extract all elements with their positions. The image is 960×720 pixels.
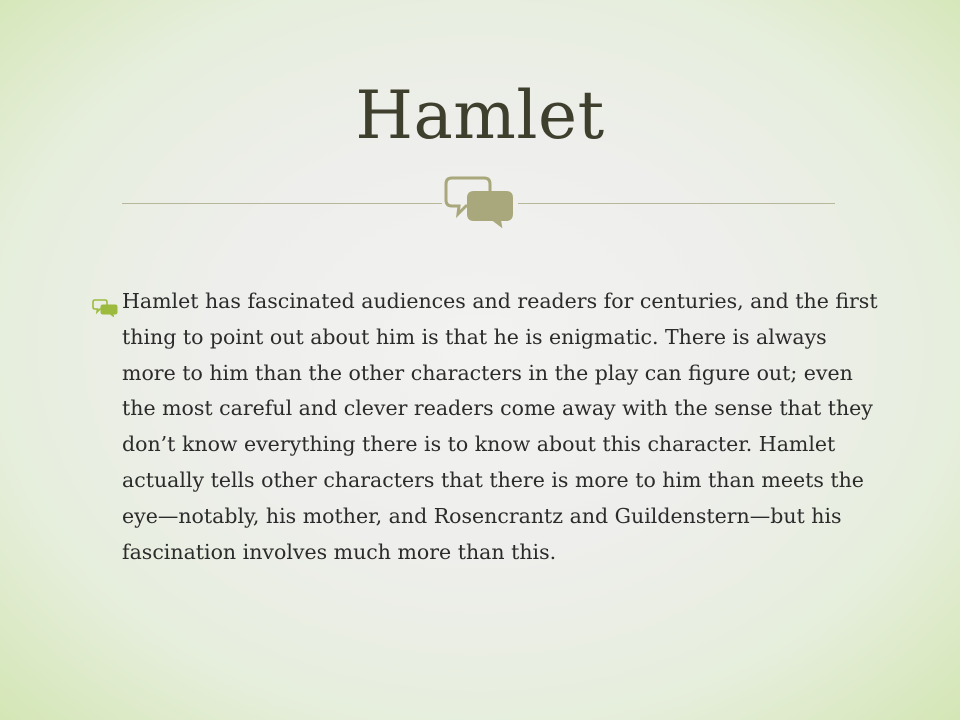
slide-title: Hamlet [355, 77, 605, 154]
title-divider-right [518, 203, 835, 204]
bullet-item [86, 284, 886, 570]
bullet-text: Hamlet has fascinated audiences and readers for centuries, and the first thing to point out about him is that he is enigmatic. There is always more to him than the other characters in the play can figure out; even the most careful and clever readers come away with the sense that they don’t know everything there is to know about this character. Hamlet actually tells other characters that there is more to him than meets the eye—notably, his mother, and Rosencrantz and Guildenstern—but his fascination involves much more than this. [122, 289, 878, 564]
double-quote-bubbles-icon [444, 172, 516, 228]
double-quote-bubbles-icon [92, 293, 118, 311]
title-divider-left [122, 203, 442, 204]
bullet-list [86, 284, 886, 570]
